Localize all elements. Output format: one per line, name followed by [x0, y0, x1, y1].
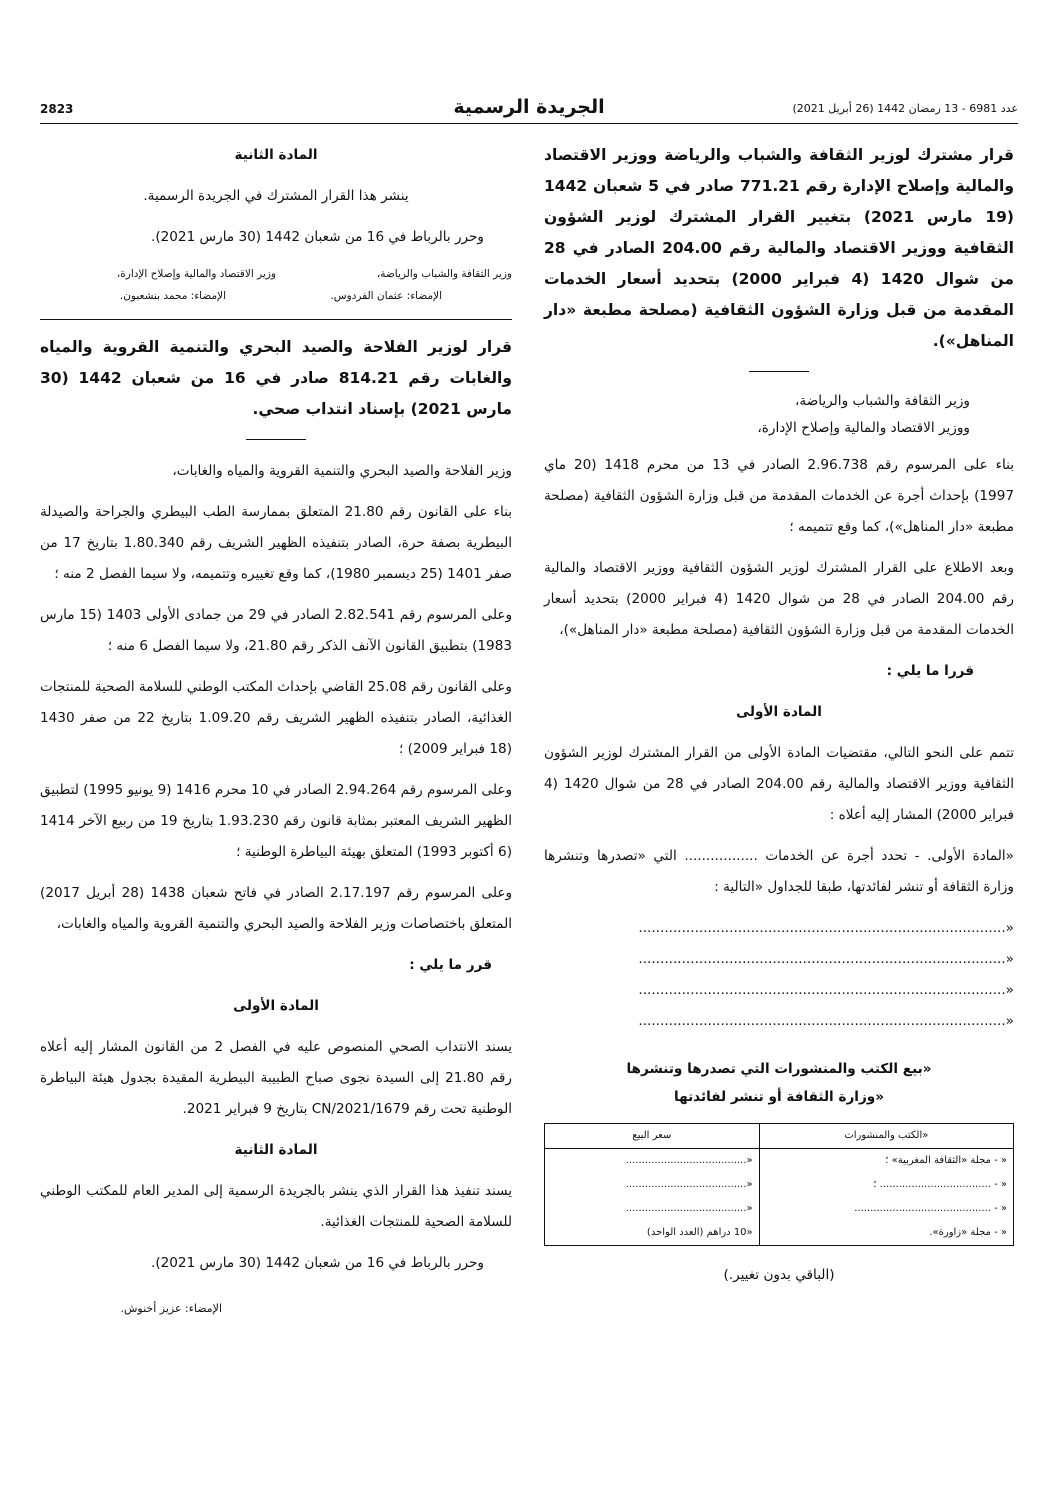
- article-text: تتمم على النحو التالي، مقتضيات المادة الأولى من القرار المشترك لوزير الشؤون الثقافية ووزير الاقتصاد والمالية رقم 204.00 الصادر في 28 من شوال 1420 (4 فبراير 2000) المشار إليه أعلاه :: [544, 745, 1015, 823]
- table-cell: «......................................: [545, 1173, 760, 1197]
- table-header: سعر البيع: [545, 1124, 760, 1149]
- preamble-paragraph: بناء على المرسوم رقم 2.96.738 الصادر في 13 من محرم 1418 (20 ماي 1997) بإحداث أجرة عن الخدمات المقدمة من قبل وزارة الشؤون الثقافية (مصلحة مطبعة «دار المناهل»)، كما وقع تتميمه ؛: [544, 457, 1014, 535]
- article-title: المادة الثانية: [234, 1142, 318, 1158]
- article-title: المادة الأولى: [736, 704, 822, 720]
- decree-title-culture: قرار مشترك لوزير الثقافة والشباب والرياضة ووزير الاقتصاد والمالية وإصلاح الإدارة رقم 771.21 صادر في 5 شعبان 1442 (19 مارس 2021) بتغيير القرار المشترك لوزير الشؤون الثقافية ووزير الاقتصاد والمالية رقم 204.00 الصادر في 28 من شوال 1420 (4 فبراير 2000) بتحديد أسعار الخدمات المقدمة من قبل وزارة الشؤون الثقافية (مصلحة مطبعة «دار المناهل»).: [544, 146, 1014, 350]
- quoted-article: «المادة الأولى. - تحدد أجرة عن الخدمات ................. التي «تصدرها وتنشرها وزارة الثقافة أو تنشر لفائدتها، طبقا للجداول «التالية :: [544, 848, 1014, 895]
- table-cell: « - ...........................................: [759, 1197, 1013, 1221]
- decided-line: قررا ما يلي :: [886, 663, 974, 679]
- sale-title: [544, 1055, 1014, 1111]
- dotted-line: «.....................................................................................: [638, 1013, 1014, 1029]
- signature-block: [276, 263, 512, 307]
- dotted-line: «.....................................................................................: [638, 920, 1014, 936]
- preamble-paragraph: وعلى المرسوم رقم 2.94.264 الصادر في 10 محرم 1416 (9 يونيو 1995) لتطبيق الظهير الشريف المعتبر بمثابة قانون رقم 1.93.230 بتاريخ 19 من ربيع الآخر 1414 (6 أكتوبر 1993) المتعلق بهيئة البياطرة الوطنية ؛: [40, 782, 513, 860]
- sale-title-line: «وزارة الثقافة أو تنشر لفائدتها: [673, 1089, 885, 1105]
- signature: الإمضاء: عزيز أخنوش.: [120, 1302, 222, 1315]
- table-row: [545, 1197, 1014, 1221]
- table-header-row: [545, 1124, 1014, 1149]
- article-title: المادة الثانية: [234, 147, 318, 163]
- dotted-line: «.....................................................................................: [638, 982, 1014, 998]
- table-cell: «......................................: [545, 1149, 760, 1174]
- signatures: [40, 263, 512, 307]
- divider: [749, 371, 809, 372]
- minister-economy: ووزير الاقتصاد والمالية وإصلاح الإدارة،: [757, 420, 970, 436]
- article-text: يسند الانتداب الصحي المنصوص عليه في الفصل 2 من القانون المشار إليه أعلاه رقم 21.80 إلى السيدة نجوى صباح الطبيبة البيطرية المقيدة بجدول هيئة البياطرة الوطنية تحت رقم 1679/CN/2021 بتاريخ 9 فبراير 2021.: [40, 1039, 512, 1117]
- table-cell: « - مجلة «الثقافة المغربية» ؛: [759, 1149, 1013, 1174]
- decided-line: قرر ما يلي :: [409, 957, 492, 973]
- page-header: [40, 96, 1018, 122]
- gazette-title: الجريدة الرسمية: [453, 96, 605, 118]
- page-number: 2823: [40, 102, 74, 116]
- right-column: [544, 140, 1014, 1291]
- table-cell: « - مجلة «زاورة».: [759, 1221, 1013, 1246]
- done-at: وحرر بالرباط في 16 من شعبان 1442 (30 مارس 2021).: [151, 1255, 484, 1271]
- remainder-note: (الباقي بدون تغيير.): [723, 1267, 835, 1283]
- section-divider: [40, 319, 512, 320]
- table-cell: «......................................: [545, 1197, 760, 1221]
- issue-info: عدد 6981 - 13 رمضان 1442 (26 أبريل 2021): [792, 102, 1018, 115]
- preamble-paragraph: وعلى القانون رقم 25.08 القاضي بإحداث المكتب الوطني للسلامة الصحية للمنتجات الغذائية، الصادر بتنفيذه الظهير الشريف رقم 1.09.20 بتاريخ 22 من صفر 1430 (18 فبراير 2009) ؛: [40, 679, 512, 757]
- price-table: [544, 1123, 1014, 1246]
- done-at: وحرر بالرباط في 16 من شعبان 1442 (30 مارس 2021).: [151, 229, 484, 245]
- left-column: [40, 140, 512, 1324]
- signer-role: وزير الثقافة والشباب والرياضة،: [376, 268, 512, 280]
- signer-name: الإمضاء: محمد بنشعبون.: [119, 290, 226, 302]
- signer-name: الإمضاء: عثمان الفردوس.: [330, 290, 442, 302]
- table-row: [545, 1173, 1014, 1197]
- article-text: يسند تنفيذ هذا القرار الذي ينشر بالجريدة الرسمية إلى المدير العام للمكتب الوطني للسلامة الصحية للمنتجات الغذائية.: [40, 1183, 512, 1230]
- divider: [246, 439, 306, 440]
- preamble-paragraph: وعلى المرسوم رقم 2.82.541 الصادر في 29 من جمادى الأولى 1403 (15 مارس 1983) بتطبيق القانون الآنف الذكر رقم 21.80، ولا سيما الفصل 6 منه ؛: [40, 607, 513, 654]
- table-header: «الكتب والمنشورات: [759, 1124, 1013, 1149]
- preamble-paragraph: بناء على القانون رقم 21.80 المتعلق بممارسة الطب البيطري والجراحة والصيدلة البيطرية بصفة حرة، الصادر بتنفيذه الظهير الشريف رقم 1.80.340 بتاريخ 17 من صفر 1401 (25 ديسمبر 1980)، كما وقع تغييره وتتميمه، ولا سيما الفصل 2 منه ؛: [40, 504, 512, 582]
- dotted-line: «.....................................................................................: [638, 951, 1014, 967]
- table-row: [545, 1221, 1014, 1246]
- preamble-paragraph: وعلى المرسوم رقم 2.17.197 الصادر في فاتح شعبان 1438 (28 أبريل 2017) المتعلق باختصاصات وزير الفلاحة والصيد البحري والتنمية القروية والمياه والغابات،: [40, 885, 513, 932]
- article-title: المادة الأولى: [233, 998, 319, 1014]
- table-cell: «10 دراهم (العدد الواحد): [545, 1221, 760, 1246]
- minister-culture: وزير الثقافة والشباب والرياضة،: [795, 393, 970, 409]
- decree-title-agriculture: قرار لوزير الفلاحة والصيد البحري والتنمية القروية والمياه والغابات رقم 814.21 صادر في 16 من شعبان 1442 (30 مارس 2021) بإسناد انتداب صحي.: [40, 338, 512, 418]
- preamble-paragraph: وبعد الاطلاع على القرار المشترك لوزير الشؤون الثقافية ووزير الاقتصاد والمالية رقم 204.00 الصادر في 28 من شوال 1420 (4 فبراير 2000) بتحديد أسعار الخدمات المقدمة من قبل وزارة الشؤون الثقافية (مصلحة مطبعة «دار المناهل»)،: [544, 560, 1014, 638]
- table-row: [545, 1149, 1014, 1174]
- minister-line: وزير الفلاحة والصيد البحري والتنمية القروية والمياه والغابات،: [172, 463, 512, 479]
- signer-role: وزير الاقتصاد والمالية وإصلاح الإدارة،: [116, 268, 276, 280]
- sale-title-line: «بيع الكتب والمنشورات التي تصدرها وتنشرها: [626, 1061, 932, 1077]
- table-cell: « - ................................... ؛: [759, 1173, 1013, 1197]
- header-divider: [40, 123, 1018, 124]
- article-text: ينشر هذا القرار المشترك في الجريدة الرسمية.: [143, 188, 409, 204]
- ministers-block: [544, 388, 1014, 442]
- signature-block: [40, 263, 276, 307]
